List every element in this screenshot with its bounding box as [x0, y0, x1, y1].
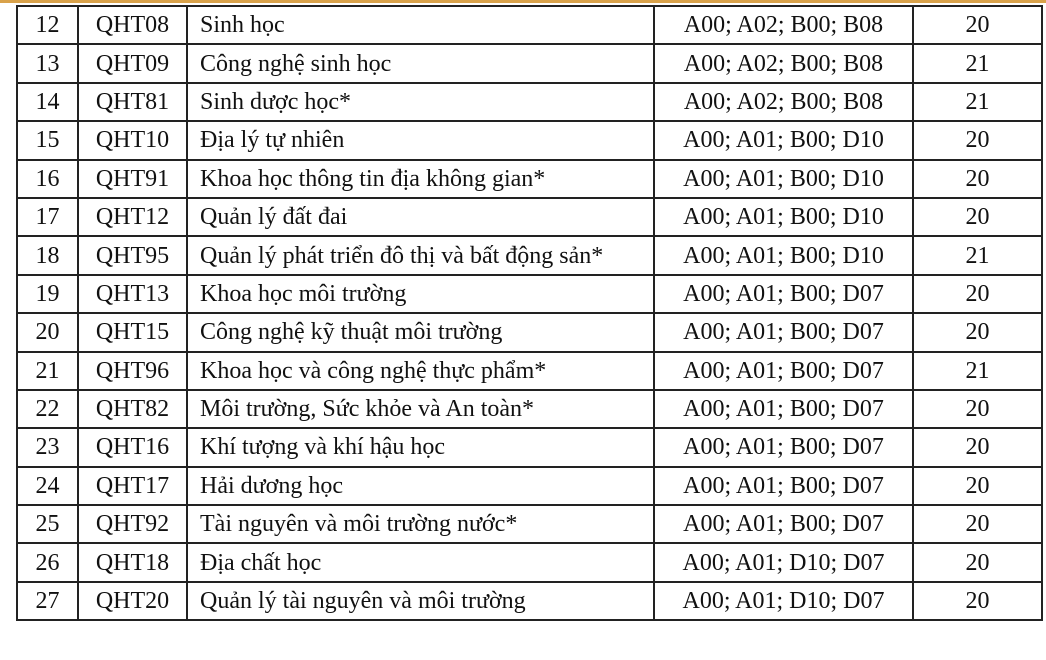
row-number: 21 — [17, 352, 78, 390]
major-name: Địa lý tự nhiên — [187, 121, 654, 159]
major-code: QHT18 — [78, 543, 187, 581]
table-row — [17, 505, 1042, 543]
table-row — [17, 44, 1042, 82]
table-row — [17, 160, 1042, 198]
table-row — [17, 582, 1042, 620]
subject-groups: A00; A02; B00; B08 — [654, 44, 913, 82]
table-row — [17, 236, 1042, 274]
major-name: Quản lý đất đai — [187, 198, 654, 236]
major-code: QHT15 — [78, 313, 187, 351]
table-row — [17, 467, 1042, 505]
major-code: QHT20 — [78, 582, 187, 620]
cutoff-score: 20 — [913, 428, 1042, 466]
major-name: Công nghệ sinh học — [187, 44, 654, 82]
major-code: QHT95 — [78, 236, 187, 274]
subject-groups: A00; A01; B00; D07 — [654, 428, 913, 466]
row-number: 18 — [17, 236, 78, 274]
subject-groups: A00; A01; B00; D07 — [654, 313, 913, 351]
table-row — [17, 352, 1042, 390]
major-code: QHT09 — [78, 44, 187, 82]
cutoff-score: 20 — [913, 160, 1042, 198]
cutoff-score: 20 — [913, 275, 1042, 313]
cutoff-score: 20 — [913, 313, 1042, 351]
cutoff-score: 20 — [913, 390, 1042, 428]
row-number: 19 — [17, 275, 78, 313]
major-name: Khoa học môi trường — [187, 275, 654, 313]
cutoff-score: 20 — [913, 467, 1042, 505]
major-name: Quản lý phát triển đô thị và bất động sản* — [187, 236, 654, 274]
row-number: 12 — [17, 6, 78, 44]
table-row — [17, 390, 1042, 428]
row-number: 25 — [17, 505, 78, 543]
subject-groups: A00; A01; B00; D07 — [654, 275, 913, 313]
subject-groups: A00; A01; B00; D10 — [654, 160, 913, 198]
major-name: Khoa học thông tin địa không gian* — [187, 160, 654, 198]
major-code: QHT10 — [78, 121, 187, 159]
major-code: QHT16 — [78, 428, 187, 466]
subject-groups: A00; A01; B00; D07 — [654, 505, 913, 543]
major-name: Tài nguyên và môi trường nước* — [187, 505, 654, 543]
major-code: QHT96 — [78, 352, 187, 390]
subject-groups: A00; A02; B00; B08 — [654, 83, 913, 121]
major-code: QHT92 — [78, 505, 187, 543]
row-number: 27 — [17, 582, 78, 620]
major-code: QHT13 — [78, 275, 187, 313]
major-code: QHT08 — [78, 6, 187, 44]
major-code: QHT91 — [78, 160, 187, 198]
row-number: 20 — [17, 313, 78, 351]
row-number: 13 — [17, 44, 78, 82]
row-number: 23 — [17, 428, 78, 466]
major-name: Môi trường, Sức khỏe và An toàn* — [187, 390, 654, 428]
cutoff-score: 20 — [913, 582, 1042, 620]
major-code: QHT82 — [78, 390, 187, 428]
major-name: Công nghệ kỹ thuật môi trường — [187, 313, 654, 351]
major-code: QHT12 — [78, 198, 187, 236]
table-row — [17, 275, 1042, 313]
table-row — [17, 428, 1042, 466]
major-code: QHT17 — [78, 467, 187, 505]
cutoff-score: 20 — [913, 505, 1042, 543]
cutoff-score: 20 — [913, 198, 1042, 236]
row-number: 16 — [17, 160, 78, 198]
row-number: 14 — [17, 83, 78, 121]
table-row — [17, 198, 1042, 236]
cutoff-score: 21 — [913, 236, 1042, 274]
major-name: Hải dương học — [187, 467, 654, 505]
admission-scores-table — [16, 5, 1043, 621]
table-row — [17, 6, 1042, 44]
major-name: Địa chất học — [187, 543, 654, 581]
subject-groups: A00; A01; B00; D07 — [654, 467, 913, 505]
cutoff-score: 21 — [913, 352, 1042, 390]
row-number: 26 — [17, 543, 78, 581]
row-number: 17 — [17, 198, 78, 236]
top-border-line — [0, 0, 1046, 3]
major-name: Sinh dược học* — [187, 83, 654, 121]
row-number: 24 — [17, 467, 78, 505]
subject-groups: A00; A01; D10; D07 — [654, 543, 913, 581]
subject-groups: A00; A01; B00; D10 — [654, 236, 913, 274]
subject-groups: A00; A01; B00; D10 — [654, 121, 913, 159]
major-name: Khoa học và công nghệ thực phẩm* — [187, 352, 654, 390]
cutoff-score: 20 — [913, 121, 1042, 159]
row-number: 22 — [17, 390, 78, 428]
subject-groups: A00; A01; B00; D07 — [654, 390, 913, 428]
major-name: Sinh học — [187, 6, 654, 44]
subject-groups: A00; A01; B00; D10 — [654, 198, 913, 236]
major-name: Khí tượng và khí hậu học — [187, 428, 654, 466]
cutoff-score: 21 — [913, 83, 1042, 121]
cutoff-score: 21 — [913, 44, 1042, 82]
subject-groups: A00; A02; B00; B08 — [654, 6, 913, 44]
table-row — [17, 543, 1042, 581]
major-code: QHT81 — [78, 83, 187, 121]
major-name: Quản lý tài nguyên và môi trường — [187, 582, 654, 620]
table-row — [17, 121, 1042, 159]
subject-groups: A00; A01; D10; D07 — [654, 582, 913, 620]
table-row — [17, 83, 1042, 121]
subject-groups: A00; A01; B00; D07 — [654, 352, 913, 390]
table-row — [17, 313, 1042, 351]
row-number: 15 — [17, 121, 78, 159]
cutoff-score: 20 — [913, 6, 1042, 44]
cutoff-score: 20 — [913, 543, 1042, 581]
